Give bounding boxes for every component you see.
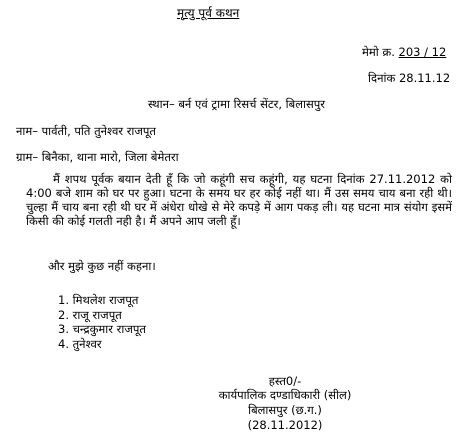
signature-designation: कार्यपालिक दण्डाधिकारी (सील) xyxy=(218,388,352,402)
date-line xyxy=(368,71,450,85)
list-item: 4. तुनेश्वर xyxy=(58,336,102,351)
memo-line xyxy=(362,45,446,59)
list-item: 2. राजू राजपूत xyxy=(58,307,122,322)
village-line: ग्राम– बिनैका, थाना मारो, जिला बेमेतरा xyxy=(16,150,179,164)
name-line: नाम– पार्वती, पति तुनेश्वर राजपूत xyxy=(16,124,156,138)
document-title: मृत्यु पूर्व कथन xyxy=(177,6,240,20)
memo-label: मेमो क्र. xyxy=(362,45,395,59)
date-label: दिनांक xyxy=(368,71,396,85)
list-item: 1. मिथलेश राजपूत xyxy=(58,293,139,307)
signature-place: बिलासपुर (छ.ग.) xyxy=(248,403,322,417)
closing-line: और मुझे कुछ नहीं कहना। xyxy=(48,259,156,273)
place-line: स्थान– बर्न एवं ट्रामा रिसर्च सेंटर, बिलासपुर xyxy=(148,97,325,111)
signature-date: (28.11.2012) xyxy=(247,418,323,432)
list-item: 3. चन्द्रकुमार राजपूत xyxy=(58,322,146,336)
memo-number: 203 / 12 xyxy=(398,45,447,59)
statement-paragraph: मैं शपथ पूर्वक बयान देती हूँ कि जो कहूंगी सच कहूंगी, यह घटना दिनांक 27.11.2012 को 4:00 बजे शाम को घर पर हुआ। घटना के समय घर हर कोई नहीं था। मैं उस समय चाय बना रही थी। चुल्हा मैं चाय बना रही थी घर में अंधेरा धोखे से मेरे कपड़े में आग पकड़ ली। यह घटना मात्र संयोग इसमें किसी की कोई गलती नही है। मैं अपने आप जली हूँ। xyxy=(26,172,452,228)
witness-list xyxy=(58,293,146,351)
signature-sd: हस्त0/- xyxy=(268,374,302,388)
date-value: 28.11.12 xyxy=(398,71,451,85)
